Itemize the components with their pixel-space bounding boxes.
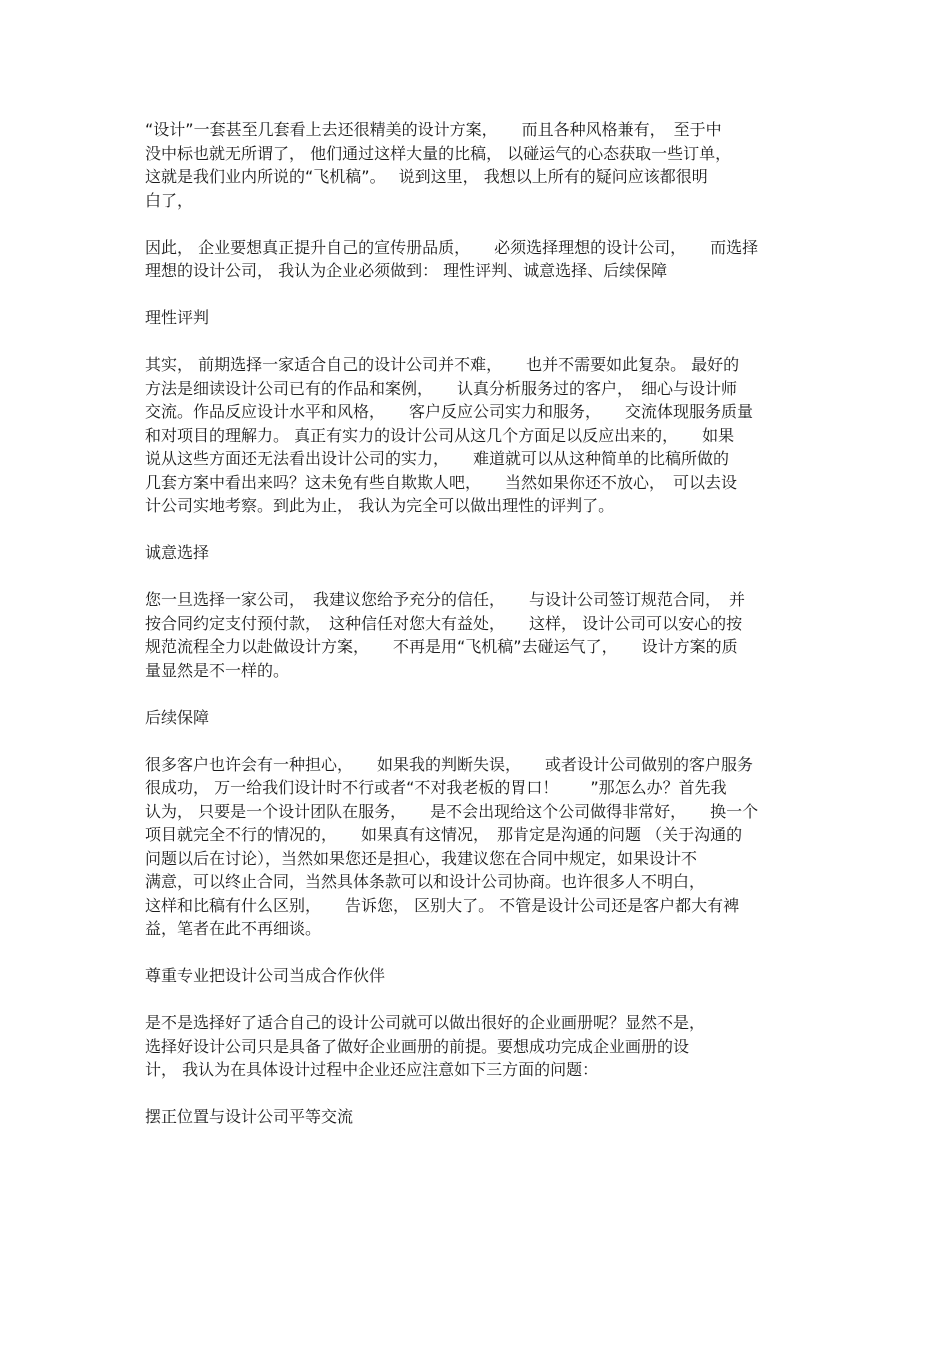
paragraph-therefore	[145, 236, 810, 283]
text-line: 这就是我们业内所说的“飞机稿”。 说到这里， 我想以上所有的疑问应该都很明	[145, 167, 708, 186]
text-line: 问题以后在讨论），当然如果您还是担心，我建议您在合同中规定，如果设计不	[145, 848, 698, 868]
text-line: 计公司实地考察。到此为止， 我认为完全可以做出理性的评判了。	[145, 496, 615, 515]
text-line: 益，笔者在此不再细谈。	[145, 919, 322, 938]
text-line: 选择好设计公司只是具备了做好企业画册的前提。要想成功完成企业画册的设	[145, 1036, 690, 1056]
text-line: 几套方案中看出来吗？这未免有些自欺欺人吧， 当然如果你还不放心， 可以去设	[145, 472, 738, 492]
text-line: 很多客户也许会有一种担心， 如果我的判断失误， 或者设计公司做别的客户服务	[145, 754, 754, 774]
text-line: 很成功， 万一给我们设计时不行或者“不对我老板的胃口！ ”那怎么办？首先我	[145, 778, 727, 797]
section-heading-rational-judgment	[145, 306, 810, 330]
section-heading-equal-communication	[145, 1105, 810, 1129]
text-line: 计， 我认为在具体设计过程中企业还应注意如下三方面的问题：	[145, 1060, 599, 1079]
text-line: 说从这些方面还无法看出设计公司的实力， 难道就可以从这种简单的比稿所做的	[145, 449, 730, 468]
text-line: 认为， 只要是一个设计团队在服务， 是不会出现给这个公司做得非常好， 换一个	[145, 801, 759, 821]
text-line: 量显然是不一样的。	[145, 660, 290, 680]
text-line: 您一旦选择一家公司， 我建议您给予充分的信任， 与设计公司签订规范合同， 并	[145, 590, 746, 609]
section-heading: 尊重专业把设计公司当成合作伙伴	[145, 966, 386, 985]
section-heading-sincere-choice	[145, 541, 810, 565]
text-line: 项目就完全不行的情况的， 如果真有这情况， 那肯定是沟通的问题 （关于沟通的	[145, 825, 743, 844]
text-line: 和对项目的理解力。 真正有实力的设计公司从这几个方面足以反应出来的， 如果	[145, 425, 735, 445]
text-line: 没中标也就无所谓了， 他们通过这样大量的比稿， 以碰运气的心态获取一些订单，	[145, 143, 732, 163]
section-heading-partnership	[145, 964, 810, 988]
text-line: 方法是细读设计公司已有的作品和案例， 认真分析服务过的客户， 细心与设计师	[145, 378, 738, 398]
section-heading: 后续保障	[145, 707, 210, 727]
paragraph-sincere-choice	[145, 588, 810, 682]
text-line: 理想的设计公司， 我认为企业必须做到： 理性评判、诚意选择、后续保障	[145, 261, 668, 280]
paragraph-flying-drafts	[145, 118, 810, 212]
text-line: 其实， 前期选择一家适合自己的设计公司并不难， 也并不需要如此复杂。 最好的	[145, 355, 740, 374]
document-body	[145, 118, 810, 1152]
section-heading: 理性评判	[145, 308, 210, 327]
paragraph-partnership	[145, 1011, 810, 1082]
section-heading-follow-up	[145, 706, 810, 730]
text-line: 按合同约定支付预付款， 这种信任对您大有益处， 这样， 设计公司可以安心的按	[145, 613, 743, 633]
text-line: 交流。作品反应设计水平和风格， 客户反应公司实力和服务， 交流体现服务质量	[145, 402, 754, 421]
text-line: 白了，	[145, 190, 194, 210]
section-heading: 摆正位置与设计公司平等交流	[145, 1107, 354, 1126]
text-line: 因此， 企业要想真正提升自己的宣传册品质， 必须选择理想的设计公司， 而选择	[145, 237, 759, 257]
section-heading: 诚意选择	[145, 543, 210, 562]
text-line: 是不是选择好了适合自己的设计公司就可以做出很好的企业画册呢？显然不是，	[145, 1013, 706, 1032]
text-line: 这样和比稿有什么区别， 告诉您， 区别大了。 不管是设计公司还是客户都大有裨	[145, 895, 740, 915]
paragraph-follow-up	[145, 753, 810, 941]
paragraph-rational-judgment	[145, 353, 810, 518]
text-line: 满意，可以终止合同，当然具体条款可以和设计公司协商。也许很多人不明白，	[145, 872, 706, 891]
text-line: “设计”一套甚至几套看上去还很精美的设计方案， 而且各种风格兼有， 至于中	[145, 120, 722, 139]
text-line: 规范流程全力以赴做设计方案， 不再是用“飞机稿”去碰运气了， 设计方案的质	[145, 637, 738, 656]
